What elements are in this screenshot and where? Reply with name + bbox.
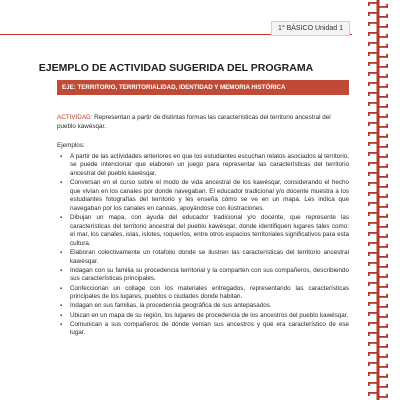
bullet-icon: ▪ bbox=[60, 321, 63, 328]
bullet-icon: ▪ bbox=[60, 312, 63, 319]
list-item-text: Ubican en un mapa de su región, los lugares de procedencia de los ancestros del pueblo kawésqar. bbox=[70, 311, 349, 319]
list-item bbox=[60, 284, 349, 302]
list-item-text: Indagan en sus familias, la procedencia geográfica de sus antepasados. bbox=[70, 302, 272, 310]
list-item bbox=[60, 320, 349, 338]
list-item bbox=[60, 302, 349, 311]
list-item-text: Confeccionan un collage con los materiales entregados, representando las características principales de los lugares, pueblos o ciudades donde habitan. bbox=[70, 284, 349, 301]
activity-content bbox=[57, 114, 349, 339]
list-item bbox=[60, 179, 349, 213]
activity-label: ACTIVIDAD: bbox=[57, 114, 93, 121]
list-item-text: A partir de las actividades anteriores en que los estudiantes escuchan relatos asociados al territorio, se puede intencionar que elaboren un juego para representar las características del territorio ancestral del pueblo kawésqar. bbox=[70, 152, 349, 177]
decorative-border-strip bbox=[364, 0, 392, 400]
list-item bbox=[60, 214, 349, 248]
page-title: EJEMPLO DE ACTIVIDAD SUGERIDA DEL PROGRAMA bbox=[38, 62, 314, 74]
list-item bbox=[60, 249, 349, 266]
list-item bbox=[60, 311, 349, 321]
activity-paragraph bbox=[57, 114, 349, 131]
examples-label: Ejemplos: bbox=[57, 142, 85, 150]
bullet-icon: ▪ bbox=[60, 267, 63, 274]
list-item bbox=[60, 152, 349, 179]
list-item-text: Dibujan un mapa, con ayuda del educador tradicional y/o docente, que represente las características del territorio ancestral del pueblo kawésqar, donde identifiquen lugares tales como: el mar, los canales, islas, islotes, roqueríos, entre otros espacios territoriales significativos para esta cultura. bbox=[70, 214, 349, 247]
bullet-icon: ▪ bbox=[60, 180, 63, 187]
unit-badge: 1° BÁSICO Unidad 1 bbox=[271, 21, 350, 36]
list-item-text: Comunican a sus compañeros de dónde venían sus ancestros y qué era característico de ese lugar. bbox=[70, 320, 349, 337]
bullet-icon: ▪ bbox=[60, 250, 63, 257]
bullet-icon: ▪ bbox=[60, 303, 63, 310]
axis-banner: EJE: TERRITORIO, TERRITORIALIDAD, IDENTIDAD Y MEMORIA HISTÓRICA bbox=[57, 80, 349, 95]
bullet-icon: ▪ bbox=[60, 285, 63, 292]
list-item-text: Conversan en el curso sobre el modo de vida ancestral de los kawésqar, considerando el hecho que vivían en los canales por donde navegaban. El educador tradicional y/o docente muestra a los estudiantes fotografías del territorio y les enseña cómo se ve en un mapa. Les indica que navegaban por los canales en canoas, apoyándose con ilustraciones. bbox=[70, 179, 349, 212]
list-item-text: Elaboran colectivamente un rotafolio donde se ilustren las características del territorio ancestral kawésqar. bbox=[70, 249, 349, 265]
bullet-icon: ▪ bbox=[60, 153, 63, 160]
activity-text: Representan a partir de distintas formas las características del territorio ancestral del pueblo kawésqar. bbox=[57, 114, 331, 130]
bullet-icon: ▪ bbox=[60, 215, 63, 222]
examples-list bbox=[57, 153, 349, 338]
list-item bbox=[60, 266, 349, 284]
list-item-text: Indagan con su familia su procedencia territorial y la comparten con sus compañeros, describiendo sus características principales. bbox=[70, 266, 349, 283]
